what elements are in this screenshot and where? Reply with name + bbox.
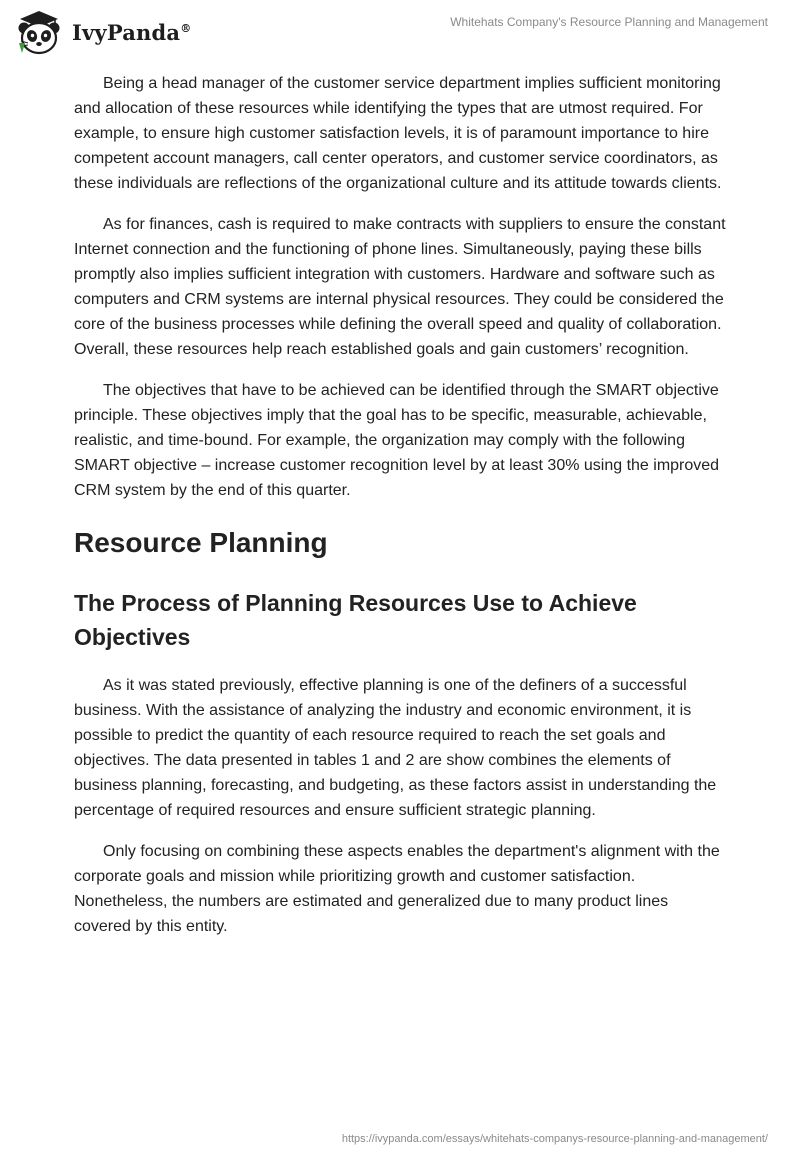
paragraph: As it was stated previously, effective planning is one of the definers of a successful business. With the assistance of analyzing the industry and economic environment, it is possible to predict the quantity of each resource required to reach the set goals and objectives. The data presented in tables 1 and 2 are show combines the elements of business planning, forecasting, and budgeting, as these factors assist in understanding the percentage of required resources and ensure sufficient strategic planning.	[74, 677, 717, 819]
section-heading: Resource Planning	[74, 527, 328, 558]
page-header	[0, 0, 800, 60]
registered-mark: ®	[180, 21, 192, 35]
paragraph: The objectives that have to be achieved can be identified through the SMART objective principle. These objectives imply that the goal has to be specific, measurable, achievable, realistic, and time-bound. For example, the organization may comply with the following SMART objective – increase customer recognition level by at least 30% using the improved CRM system by the end of this quarter.	[74, 382, 720, 499]
ivypanda-logo[interactable]	[14, 9, 191, 55]
brand-name: IvyPanda®	[72, 19, 192, 45]
source-url[interactable]: https://ivypanda.com/essays/whitehats-companys-resource-planning-and-management/	[341, 1133, 768, 1145]
document-title: Whitehats Company's Resource Planning and Management	[450, 15, 768, 29]
panda-logo-icon	[14, 9, 64, 55]
paragraph: As for finances, cash is required to make contracts with suppliers to ensure the constant Internet connection and the functioning of phone lines. Simultaneously, paying these bills promptly also implies sufficient integration with customers. Hardware and software such as computers and CRM systems are internal physical resources. They could be considered the core of the business processes while defining the overall speed and quality of collaboration. Overall, these resources help reach established goals and gain customers’ recognition.	[74, 216, 726, 358]
paragraph: Being a head manager of the customer service department implies sufficient monitoring and allocation of these resources while identifying the types that are utmost required. For example, to ensure high customer satisfaction levels, it is of paramount importance to hire competent account managers, call center operators, and customer service coordinators, as these individuals are reflections of the organizational culture and its attitude towards clients.	[74, 75, 722, 192]
essay-content	[74, 71, 726, 955]
paragraph: Only focusing on combining these aspects enables the department's alignment with the corporate goals and mission while prioritizing growth and customer satisfaction. Nonetheless, the numbers are estimated and generalized due to many product lines covered by this entity.	[74, 843, 720, 935]
subsection-heading: The Process of Planning Resources Use to Achieve Objectives	[74, 590, 637, 650]
